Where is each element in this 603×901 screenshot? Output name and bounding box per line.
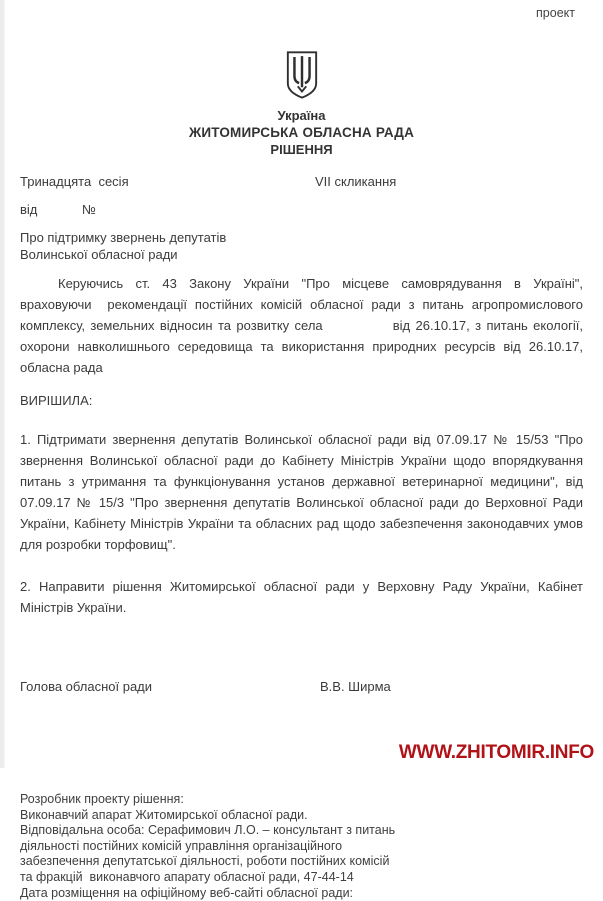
date-number-row	[20, 202, 583, 218]
decision-item-2: 2. Направити рішення Житомирської обласної ради у Верховну Раду України, Кабінет Міністрів України.	[20, 579, 583, 615]
coat-of-arms-block	[20, 50, 583, 105]
council-name: ЖИТОМИРСЬКА ОБЛАСНА РАДА	[188, 125, 415, 140]
footer-line: Виконавчий апарат Житомирської обласної ради.	[20, 807, 308, 822]
footer-line: та фракцій виконавчого апарату обласної ради, 47-44-14	[20, 869, 354, 884]
footer-line: Розробник проекту рішення:	[20, 792, 184, 806]
session-row	[20, 174, 583, 190]
resolved-label: ВИРІШИЛА:	[20, 393, 93, 408]
signatory-name: В.В. Ширма	[320, 679, 391, 694]
footer-line: Дата розміщення на офіційному веб-сайті обласної ради:	[20, 885, 354, 900]
subject-line-2: Волинської обласної ради	[20, 247, 178, 262]
ukraine-trident-icon	[285, 87, 319, 104]
signature-row	[20, 679, 583, 695]
decision-item-1: 1. Підтримати звернення депутатів Волинської обласної ради від 07.09.17 № 15/53 "Про звернення Волинської обласної ради до Кабінету Міністрів України щодо впорядкування питань з утримання та функціонування установ державної ветеринарної медицини", від 07.09.17 № 15/3 "Про звернення депутатів Волинської обласної ради до Верховної Ради України, Кабінету Міністрів України та обласних рад щодо забезпечення законодавчих умов для розробки торфовищ".	[20, 432, 583, 552]
footer-line: Відповідальна особа: Серафимович Л.О. – консультант з питань	[20, 823, 396, 838]
date-label: від	[20, 202, 38, 217]
signatory-title: Голова обласної ради	[20, 679, 153, 694]
document-type-title: РІШЕННЯ	[270, 142, 333, 157]
subject-block	[20, 229, 583, 263]
draft-label: проект	[536, 6, 575, 20]
country-name: Україна	[277, 108, 326, 123]
convocation-label: VII скликання	[315, 174, 397, 189]
site-watermark: WWW.ZHITOMIR.INFO	[396, 741, 597, 765]
footer-line: діяльності постійних комісій управління організаційного	[20, 838, 343, 853]
number-sign: №	[82, 202, 96, 217]
subject-line-1: Про підтримку звернень депутатів	[20, 230, 227, 245]
preamble-paragraph: Керуючись ст. 43 Закону України "Про місцеве самоврядування в Україні", враховуючи рекомендації постійних комісій обласної ради з питань агропромислового комплексу, земельних відносин та розвитку села від 26.10.17, з питань екології, охорони навколишнього середовища та використання природних ресурсів від 26.10.17, обласна рада	[20, 276, 583, 375]
footer-line: забезпечення депутатської діяльності, роботи постійних комісій	[20, 854, 390, 869]
session-number: Тринадцята сесія	[20, 174, 129, 189]
developer-info-block	[20, 792, 583, 901]
